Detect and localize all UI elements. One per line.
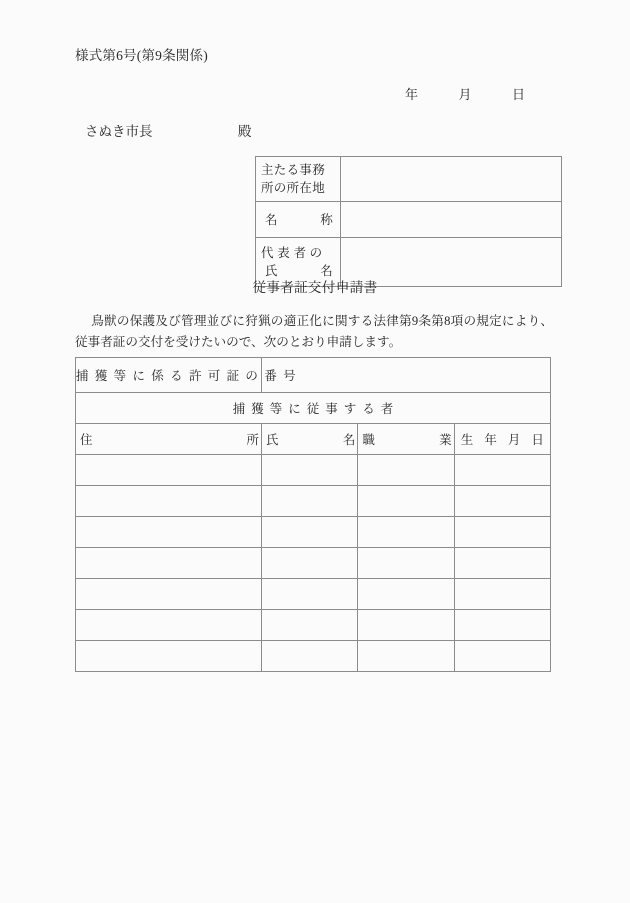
main-table	[75, 357, 551, 672]
addressee-recipient: さぬき市長	[85, 124, 153, 139]
cell-occupation[interactable]	[358, 517, 454, 548]
table-row	[76, 486, 551, 517]
addressee-line	[85, 120, 251, 140]
cell-address[interactable]	[76, 486, 262, 517]
applicant-row-name	[256, 202, 562, 238]
body-paragraph	[75, 311, 553, 353]
cell-name[interactable]	[262, 486, 358, 517]
cell-birth-date[interactable]	[454, 641, 550, 672]
column-header-birth-date-char1: 生	[460, 433, 474, 447]
column-header-name	[262, 424, 358, 455]
cell-occupation[interactable]	[358, 610, 454, 641]
engaged-persons-header-row	[76, 393, 551, 424]
table-row	[76, 455, 551, 486]
applicant-label-office-address-line1: 主たる事務	[261, 163, 326, 177]
permit-number-label: 捕 獲 等 に 係 る 許 可 証 の 番 号	[76, 358, 262, 393]
cell-birth-date[interactable]	[454, 517, 550, 548]
cell-birth-date[interactable]	[454, 610, 550, 641]
cell-occupation[interactable]	[358, 455, 454, 486]
cell-birth-date[interactable]	[454, 455, 550, 486]
date-year-label: 年	[405, 87, 419, 102]
applicant-value-name[interactable]	[341, 202, 562, 238]
cell-name[interactable]	[262, 579, 358, 610]
cell-address[interactable]	[76, 610, 262, 641]
cell-name[interactable]	[262, 610, 358, 641]
cell-address[interactable]	[76, 548, 262, 579]
date-day-label: 日	[512, 87, 526, 102]
column-header-address-char1: 住	[80, 433, 93, 447]
column-header-name-char2: 名	[342, 433, 356, 447]
addressee-honorific: 殿	[237, 124, 252, 139]
cell-birth-date[interactable]	[454, 486, 550, 517]
column-header-birth-date-char4: 日	[531, 433, 544, 447]
table-row	[76, 579, 551, 610]
column-header-address-char2: 所	[246, 433, 259, 447]
date-month-label: 月	[458, 87, 472, 102]
applicant-value-office-address[interactable]	[341, 157, 562, 202]
applicant-row-office-address	[256, 157, 562, 202]
column-header-name-char1: 氏	[266, 433, 279, 447]
applicant-table	[255, 156, 562, 287]
applicant-label-name-char2: 称	[320, 212, 333, 227]
column-header-birth-date	[454, 424, 550, 455]
permit-number-row	[76, 358, 551, 393]
applicant-label-name-char1: 名	[265, 212, 278, 227]
permit-number-value[interactable]	[262, 358, 551, 393]
cell-address[interactable]	[76, 641, 262, 672]
column-header-occupation	[358, 424, 454, 455]
cell-occupation[interactable]	[358, 579, 454, 610]
table-row	[76, 517, 551, 548]
cell-birth-date[interactable]	[454, 548, 550, 579]
applicant-label-office-address	[256, 157, 341, 202]
cell-name[interactable]	[262, 548, 358, 579]
column-header-occupation-char1: 職	[362, 433, 375, 447]
cell-occupation[interactable]	[358, 641, 454, 672]
cell-name[interactable]	[262, 455, 358, 486]
form-number: 様式第6号(第9条関係)	[75, 48, 208, 63]
body-paragraph-text: 鳥獣の保護及び管理並びに狩猟の適正化に関する法律第9条第8項の規定により、従事者証の交付を受けたいので、次のとおり申請します。	[75, 314, 553, 350]
date-line	[405, 84, 525, 103]
engaged-persons-header: 捕獲等に従事する者	[76, 393, 551, 424]
column-header-birth-date-char2: 年	[484, 433, 497, 447]
document-title: 従事者証交付申請書	[252, 280, 378, 295]
column-header-birth-date-char3: 月	[507, 433, 521, 447]
cell-address[interactable]	[76, 579, 262, 610]
applicant-label-office-address-line2: 所の所在地	[261, 181, 326, 196]
cell-occupation[interactable]	[358, 486, 454, 517]
column-header-address	[76, 424, 262, 455]
cell-name[interactable]	[262, 517, 358, 548]
column-header-row	[76, 424, 551, 455]
applicant-label-representative-char1: 氏	[265, 264, 278, 279]
applicant-label-representative-line1: 代 表 者 の	[261, 246, 323, 261]
cell-birth-date[interactable]	[454, 579, 550, 610]
applicant-label-name	[256, 202, 341, 238]
cell-occupation[interactable]	[358, 548, 454, 579]
table-row	[76, 610, 551, 641]
cell-name[interactable]	[262, 641, 358, 672]
cell-address[interactable]	[76, 517, 262, 548]
applicant-label-representative-char2: 名	[320, 264, 333, 279]
cell-address[interactable]	[76, 455, 262, 486]
table-row	[76, 548, 551, 579]
column-header-occupation-char2: 業	[439, 433, 452, 447]
table-row	[76, 641, 551, 672]
